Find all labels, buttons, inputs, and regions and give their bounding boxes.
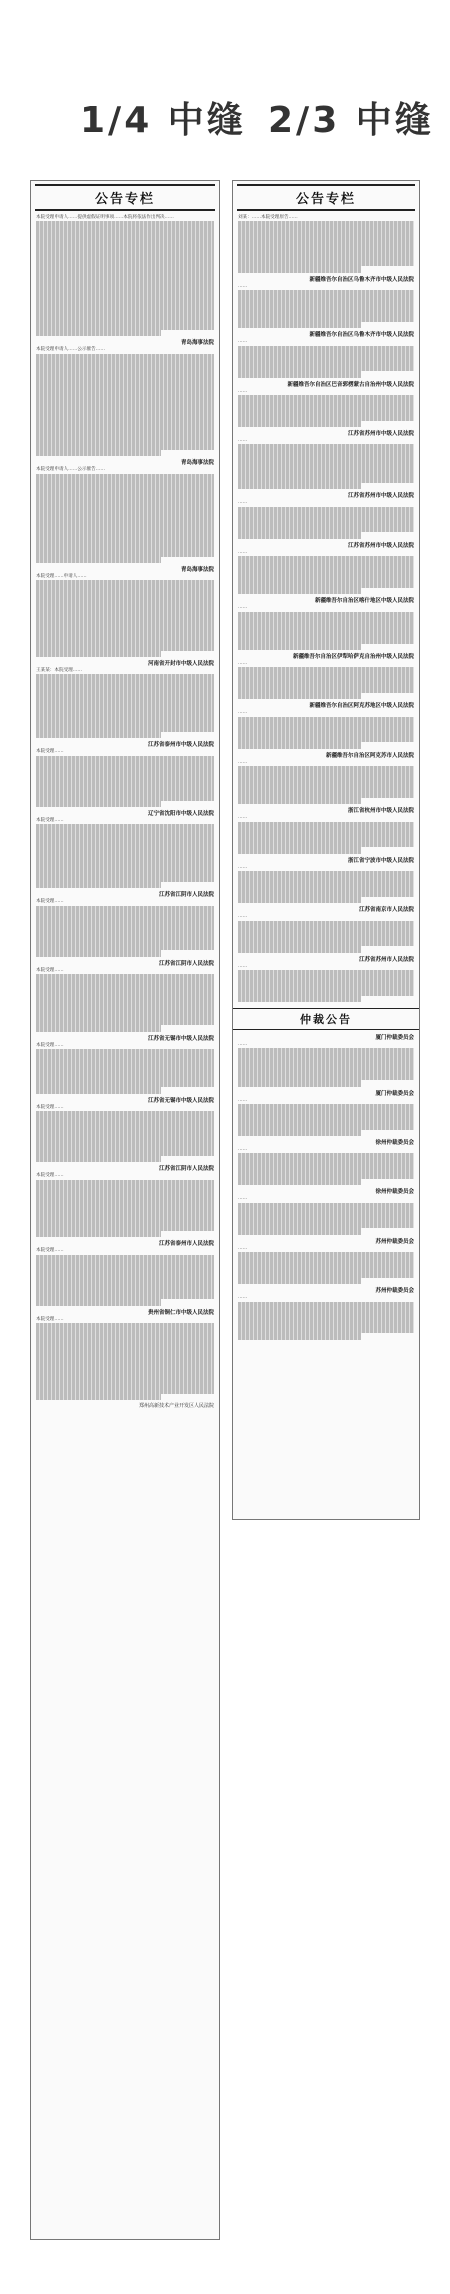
notice-item: [238, 752, 414, 805]
text-line-placeholder: [238, 322, 361, 328]
text-line-placeholder: [36, 450, 161, 456]
notice-item: [238, 1238, 414, 1284]
notice-body-text: ……: [238, 914, 248, 920]
text-line-placeholder: [36, 801, 161, 807]
notice-body-text: ……: [238, 438, 248, 443]
notice-court-name: 江苏省苏州市人民法院: [358, 956, 414, 963]
text-line-placeholder: [238, 371, 361, 377]
notice-body-text: 刘某：……本院受理原告……: [238, 215, 298, 220]
notice-item: [238, 331, 414, 377]
notice-body-text: 本院受理……: [36, 749, 64, 755]
notice-body-text: ……: [238, 963, 248, 969]
notice-court-name: 江苏省无锡市中级人民法院: [147, 1035, 214, 1042]
notice-court-name: 江苏省苏州市中级人民法院: [347, 431, 414, 437]
notice-court-name: 浙江省宁波市中级人民法院: [347, 857, 414, 864]
notice-court-name: 新疆维吾尔自治区伊犁哈萨克自治州中级人民法院: [292, 654, 414, 660]
notice-court-name: 苏州仲裁委员会: [375, 1288, 414, 1295]
text-line-placeholder: [238, 1333, 361, 1339]
text-line-placeholder: [238, 897, 361, 903]
notice-body-text: ……: [238, 283, 248, 289]
text-line-placeholder: [36, 1231, 161, 1237]
notice-item: [36, 566, 214, 657]
notice-body-text: 本院受理……: [36, 1042, 64, 1048]
notice-court-name: 江苏省泰州市中级人民法院: [147, 742, 214, 749]
text-line-placeholder: [238, 266, 361, 272]
notice-court-name: 辽宁省沈阳市中级人民法院: [147, 810, 214, 817]
notice-body-text: 王某某：本院受理……: [36, 668, 82, 674]
notice-body-text: 本院受理……: [36, 1104, 64, 1110]
notice-item: [238, 597, 414, 650]
notice-body-text: ……: [238, 1295, 248, 1301]
text-line-placeholder: [36, 557, 161, 563]
notice-item: [36, 891, 214, 957]
text-line-placeholder: [238, 1130, 361, 1136]
text-line-placeholder: [36, 882, 161, 888]
notice-item: [36, 1165, 214, 1237]
text-line-placeholder: [36, 1025, 161, 1031]
right-notice-column: [232, 180, 420, 1520]
notice-item: [238, 1090, 414, 1136]
notice-item: [36, 660, 214, 738]
notice-item: [238, 956, 414, 1002]
notice-item: [36, 1035, 214, 1094]
notice-body-text: ……: [238, 864, 248, 870]
text-line-placeholder: [238, 1179, 361, 1185]
text-line-placeholder: [238, 996, 361, 1002]
notice-court-name: 江苏省南京市人民法院: [358, 907, 414, 914]
notice-court-name: 青岛海事法院: [180, 340, 214, 347]
text-line-placeholder: [238, 693, 361, 699]
notice-item: [238, 542, 414, 595]
two-thirds-fold-label: 2/3 中缝: [268, 100, 434, 141]
notice-court-name: 浙江省杭州市中级人民法院: [347, 808, 414, 815]
notice-body-text: ……: [238, 1196, 248, 1202]
notice-court-name: 徐州仲裁委员会: [375, 1189, 414, 1196]
notice-body-text: ……: [238, 605, 248, 611]
notice-court-name: 江苏省苏州市中级人民法院: [347, 493, 414, 500]
notice-court-name: 新疆维吾尔自治区乌鲁木齐市中级人民法院: [309, 332, 414, 339]
notice-court-name: 新疆维吾尔自治区阿克苏市人民法院: [325, 752, 414, 759]
notice-item: [36, 960, 214, 1032]
notice-item: [238, 492, 414, 538]
notice-body-text: ……: [238, 339, 248, 345]
notice-body-text: 本院受理……: [36, 1316, 64, 1322]
notice-body-text: ……: [238, 815, 248, 821]
notice-court-name: 苏州仲裁委员会: [375, 1238, 414, 1245]
notice-item: [36, 810, 214, 888]
notice-body-text: 本院受理……: [36, 899, 64, 905]
notice-signature: 郑州高新技术产业开发区人民法院: [138, 1402, 214, 1409]
notice-item: [238, 807, 414, 853]
text-line-placeholder: [36, 1299, 161, 1305]
notice-item: [238, 1287, 414, 1340]
notice-list: [31, 215, 219, 1410]
text-line-placeholder: [238, 1080, 361, 1086]
notice-body-text: ……: [238, 1097, 248, 1103]
notice-body-text: ……: [238, 388, 248, 394]
notice-body-text: ……: [238, 1147, 248, 1153]
notice-list: [233, 215, 419, 1002]
notice-court-name: 江苏省苏州市中级人民法院: [347, 542, 414, 549]
text-line-placeholder: [238, 532, 361, 538]
notice-item: [238, 857, 414, 903]
arbitration-notice-list: [233, 1034, 419, 1340]
notice-body-text: ……: [238, 710, 248, 716]
notice-court-name: 贵州省铜仁市中级人民法院: [147, 1309, 214, 1316]
notice-item: [36, 741, 214, 807]
text-line-placeholder: [238, 1278, 361, 1284]
notice-court-name: 新疆维吾尔自治区巴音郭楞蒙古自治州中级人民法院: [287, 381, 414, 388]
notice-body-text: ……: [238, 500, 248, 506]
notice-body-text: 本院受理……: [36, 967, 64, 973]
notice-court-name: 新疆维吾尔自治区喀什地区中级人民法院: [314, 598, 414, 605]
notice-item: [238, 653, 414, 699]
notice-court-name: 江苏省江阴市人民法院: [158, 960, 214, 967]
notice-body-text: 本院受理……申请人……: [36, 573, 87, 579]
notice-court-name: 江苏省无锡市中级人民法院: [147, 1097, 214, 1104]
notice-item: [36, 339, 214, 456]
notice-item: [238, 906, 414, 952]
notice-item: [36, 1240, 214, 1306]
notice-court-name: 徐州仲裁委员会: [375, 1140, 414, 1147]
notice-court-name: 青岛海事法院: [180, 566, 214, 573]
notice-court-name: 新疆维吾尔自治区阿克苏地区中级人民法院: [309, 703, 414, 710]
notice-court-name: 新疆维吾尔自治区乌鲁木齐市中级人民法院: [309, 276, 414, 283]
notice-court-name: 厦门仲裁委员会: [375, 1090, 414, 1097]
notice-body-text: ……: [238, 549, 248, 555]
notice-court-name: 青岛海事法院: [180, 460, 214, 467]
notice-body-text: 本院受理……: [36, 817, 64, 823]
notice-body-text: ……: [238, 661, 248, 666]
notice-body-text: ……: [238, 1041, 248, 1047]
text-line-placeholder: [238, 1228, 361, 1234]
notice-court-name: 江苏省江阴市人民法院: [158, 892, 214, 899]
notice-court-name: 江苏省泰州市人民法院: [158, 1241, 214, 1248]
notice-item: [238, 1034, 414, 1087]
text-line-placeholder: [36, 1394, 161, 1400]
column-header: 公告专栏: [35, 184, 215, 211]
notice-body-text: 本院受理申请人……公示催告……: [36, 347, 105, 353]
arbitration-section-header: 仲裁公告: [233, 1008, 419, 1030]
notice-body-text: ……: [238, 759, 248, 765]
notice-item: [238, 1188, 414, 1234]
text-line-placeholder: [36, 732, 161, 738]
notice-body-text: 本院受理申请人……提供虚假证明事项……本院将依法作出判决……: [36, 215, 174, 220]
text-line-placeholder: [36, 1087, 161, 1093]
text-line-placeholder: [238, 742, 361, 748]
text-line-placeholder: [36, 330, 161, 336]
quarter-fold-label: 1/4 中缝: [80, 100, 246, 141]
notice-item: [36, 215, 214, 336]
text-line-placeholder: [238, 421, 361, 427]
notice-body-text: ……: [238, 1245, 248, 1251]
text-line-placeholder: [238, 946, 361, 952]
notice-body-text: 本院受理……: [36, 1173, 64, 1179]
notice-body-text: 本院受理申请人……公示催告……: [36, 467, 105, 473]
text-line-placeholder: [238, 847, 361, 853]
text-line-placeholder: [36, 950, 161, 956]
notice-item: [36, 459, 214, 563]
text-line-placeholder: [238, 798, 361, 804]
notice-item: [238, 276, 414, 329]
notice-item: [238, 215, 414, 273]
notice-body-text: 本院受理……: [36, 1248, 64, 1254]
text-line-placeholder: [238, 644, 361, 650]
text-line-placeholder: [238, 588, 361, 594]
text-line-placeholder: [36, 651, 161, 657]
notice-court-name: 河南省开封市中级人民法院: [147, 661, 214, 668]
left-notice-column: [30, 180, 220, 2240]
column-header: 公告专栏: [237, 184, 415, 211]
notice-item: [238, 430, 414, 489]
notice-court-name: 厦门仲裁委员会: [375, 1034, 414, 1041]
notice-item: [238, 381, 414, 427]
text-line-placeholder: [36, 1156, 161, 1162]
notice-item: [238, 702, 414, 748]
notice-court-name: 江苏省江阴市人民法院: [158, 1166, 214, 1173]
notice-item: [36, 1309, 214, 1400]
text-line-placeholder: [238, 483, 361, 489]
notice-item: [238, 1139, 414, 1185]
notice-item: [36, 1097, 214, 1163]
